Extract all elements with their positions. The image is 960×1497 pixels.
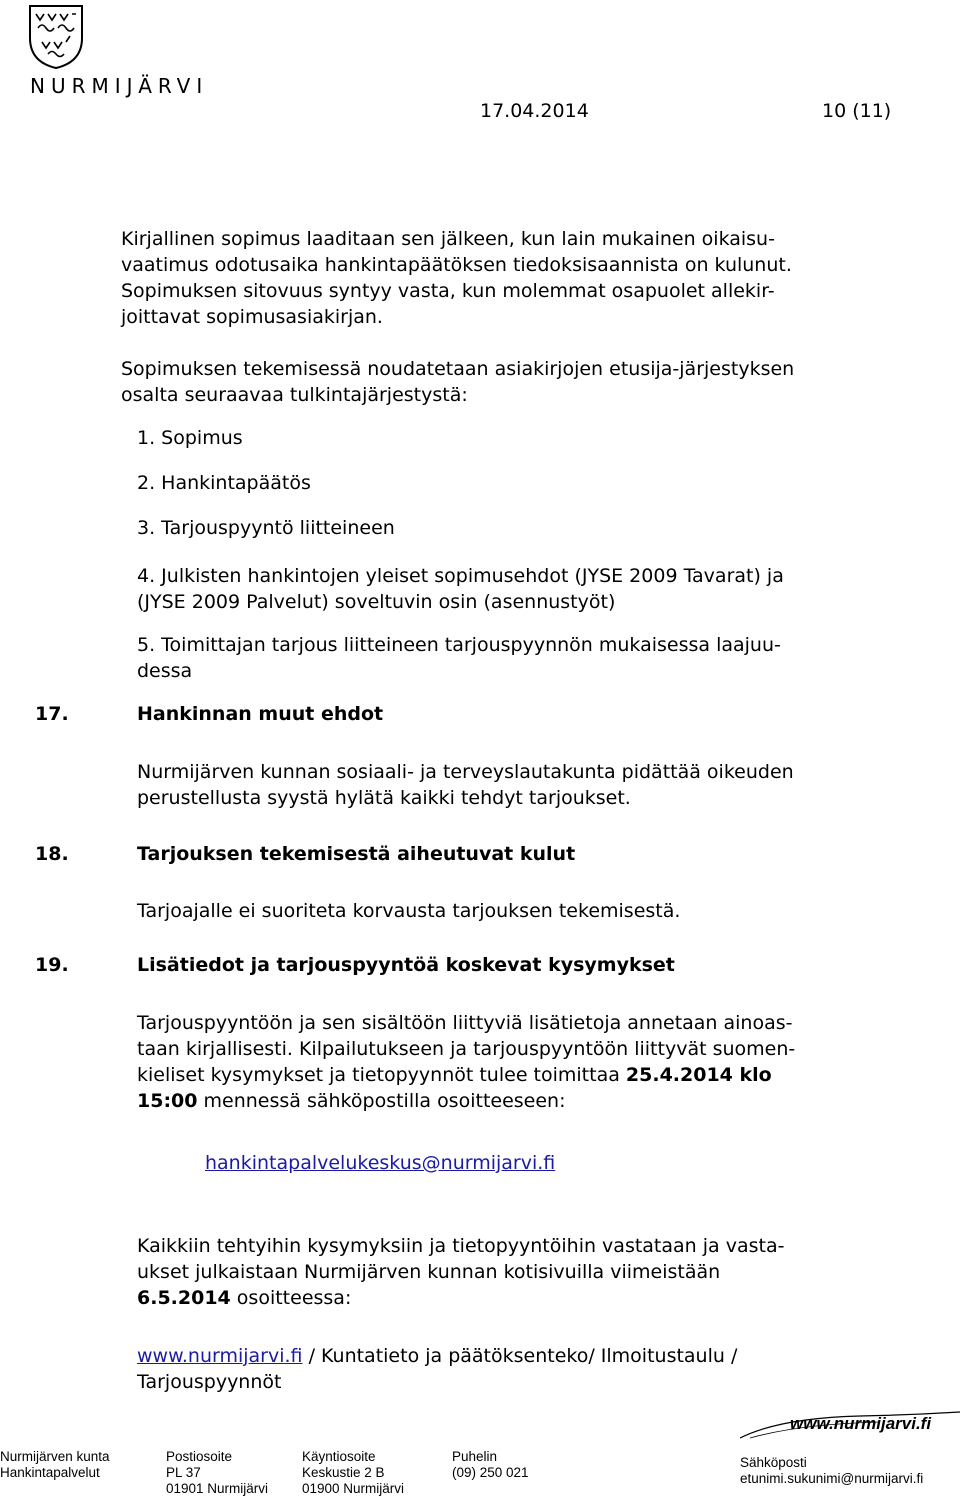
text-line: (JYSE 2009 Palvelut) soveltuvin osin (asennustyöt) [137,591,616,613]
text-line: Sopimuksen tekemisessä noudatetaan asiakirjojen etusija-järjestyksen [121,358,795,380]
intro-paragraph [121,226,792,330]
footer-line: Keskustie 2 B [302,1465,385,1480]
section-number: 18. [35,843,69,865]
deadline-date: 25.4.2014 klo [625,1064,772,1086]
section-heading: Tarjouksen tekemisestä aiheutuvat kulut [137,843,576,865]
footer-line: 01901 Nurmijärvi [166,1481,269,1496]
answers-paragraph [137,1233,784,1311]
footer-brand-banner [740,1410,960,1440]
email-line [205,1150,555,1176]
list-item: 1. Sopimus [137,427,243,449]
list-item [137,563,784,615]
text-line: 4. Julkisten hankintojen yleiset sopimusehdot (JYSE 2009 Tavarat) ja [137,565,784,587]
text-run: mennessä sähköpostilla osoitteeseen: [197,1090,566,1112]
document-date: 17.04.2014 [480,100,589,122]
text-line: Sopimuksen sitovuus syntyy vasta, kun molemmat osapuolet allekir- [121,280,775,302]
text-line: 5. Toimittajan tarjous liitteineen tarjouspyynnön mukaisessa laajuu- [137,634,781,656]
website-link[interactable]: www.nurmijarvi.fi [137,1345,303,1367]
text-line: dessa [137,660,193,682]
section-body [137,759,794,811]
footer-line: Sähköposti [740,1455,807,1470]
text-line: Kaikkiin tehtyihin kysymyksiin ja tietopyyntöihin vastataan ja vasta- [137,1235,785,1257]
text-line: taan kirjallisesti. Kilpailutukseen ja tarjouspyyntöön liittyvät suomen- [137,1038,796,1060]
text-line: joittavat sopimusasiakirjan. [121,306,383,328]
website-paragraph [137,1343,737,1395]
section-heading: Hankinnan muut ehdot [137,703,384,725]
footer-line: 01900 Nurmijärvi [302,1481,405,1496]
section-heading: Lisätiedot ja tarjouspyyntöä koskevat kysymykset [137,954,675,976]
email-link[interactable]: hankintapalvelukeskus@nurmijarvi.fi [205,1152,556,1174]
deadline-time: 15:00 [137,1090,198,1112]
footer-org [0,1449,110,1481]
text-line: Nurmijärven kunnan sosiaali- ja terveyslautakunta pidättää oikeuden [137,761,794,783]
text-run: / Kuntatieto ja päätöksenteko/ Ilmoitustaulu / [302,1345,738,1367]
section-number: 19. [35,954,69,976]
text-line [137,1343,737,1369]
precedence-paragraph [121,356,794,408]
text-line: ukset julkaistaan Nurmijärven kunnan kotisivuilla viimeistään [137,1261,721,1283]
footer-postal [166,1449,268,1497]
footer-brand: www.nurmijarvi.fi [790,1414,932,1433]
footer-phone [452,1449,529,1481]
footer-email [740,1455,923,1487]
text-line [137,1285,784,1311]
page-number: 10 (11) [822,100,892,122]
footer-line: Puhelin [452,1449,498,1464]
text-line: Tarjouspyyntöön ja sen sisältöön liittyviä lisätietoja annetaan ainoas- [137,1012,793,1034]
footer-line: Hankintapalvelut [0,1465,100,1480]
text-line: vaatimus odotusaika hankintapäätöksen tiedoksisaannista on kulunut. [121,254,792,276]
section-body [137,1010,795,1114]
text-run: kieliset kysymykset ja tietopyynnöt tulee toimittaa [137,1064,626,1086]
section-number: 17. [35,703,69,725]
logo-wordmark: NURMIJÄRVI [30,74,209,98]
footer-line: Käyntiosoite [302,1449,376,1464]
section-body: Tarjoajalle ei suoriteta korvausta tarjouksen tekemisestä. [137,900,681,922]
list-item [137,632,781,684]
text-line [137,1088,795,1114]
footer-line: (09) 250 021 [452,1465,529,1480]
footer-line: etunimi.sukunimi@nurmijarvi.fi [740,1471,924,1486]
text-line: osalta seuraavaa tulkintajärjestystä: [121,384,468,406]
footer-line: Postiosoite [166,1449,233,1464]
footer-visit [302,1449,404,1497]
footer-line: PL 37 [166,1465,201,1480]
text-line: perustellusta syystä hylätä kaikki tehdyt tarjoukset. [137,787,631,809]
list-item: 3. Tarjouspyyntö liitteineen [137,517,395,539]
footer-line: Nurmijärven kunta [0,1449,110,1464]
answer-date: 6.5.2014 [137,1287,231,1309]
coat-of-arms-logo [28,4,84,70]
text-line [137,1062,795,1088]
list-item: 2. Hankintapäätös [137,472,311,494]
text-line: Kirjallinen sopimus laaditaan sen jälkeen, kun lain mukainen oikaisu- [121,228,775,250]
text-line: Tarjouspyynnöt [137,1371,282,1393]
text-run: osoitteessa: [230,1287,352,1309]
